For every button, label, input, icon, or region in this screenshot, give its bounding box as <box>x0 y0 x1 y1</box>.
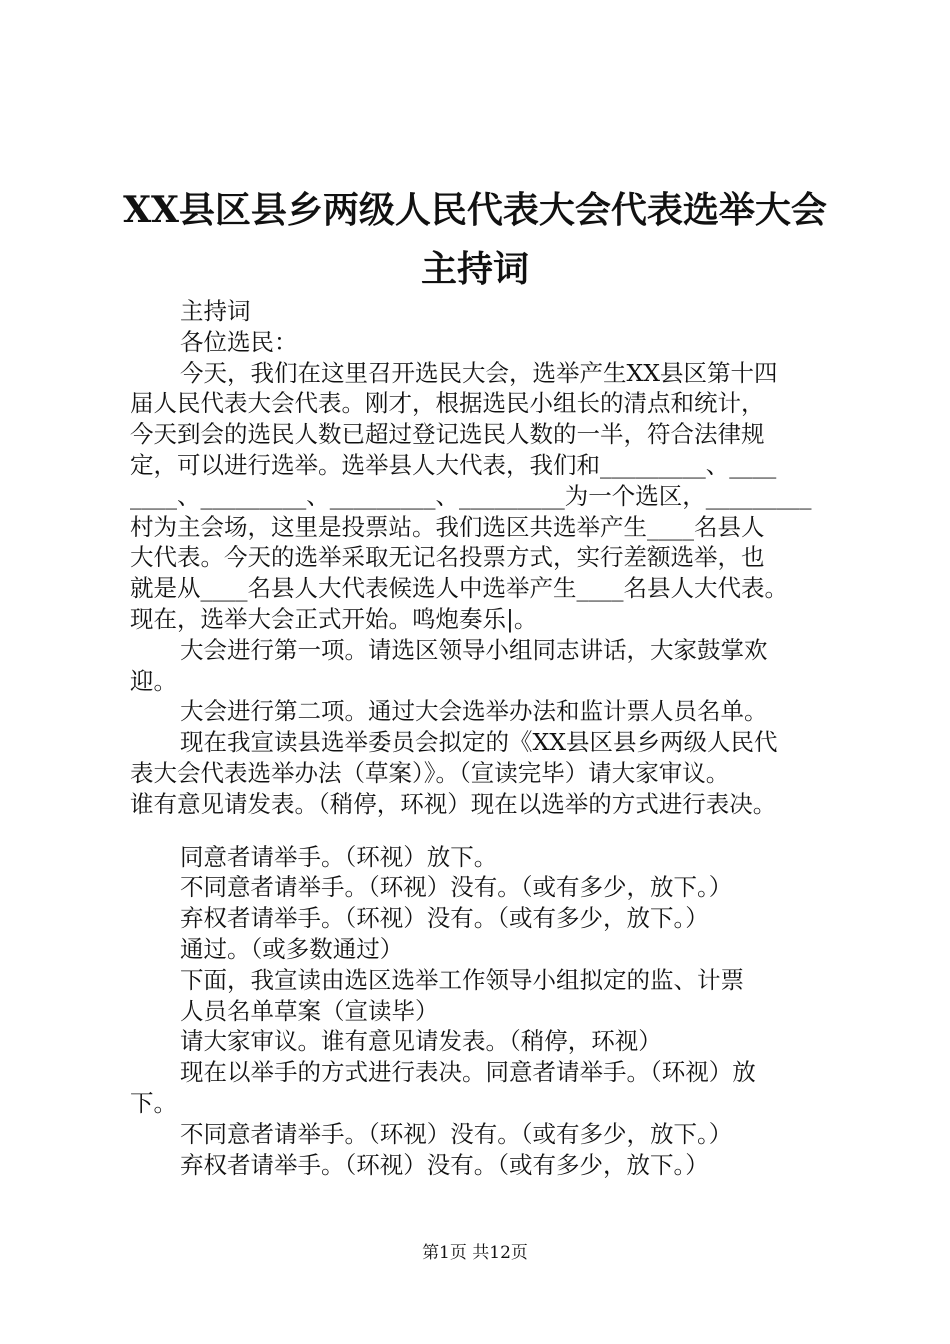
page-footer: 第1页 共12页 <box>422 1243 528 1263</box>
document-title-line2: 主持词 <box>420 248 529 290</box>
body-line: 现在我宣读县选举委员会拟定的《XX县区县乡两级人民代 <box>180 728 778 757</box>
body-line: 大代表。今天的选举采取无记名投票方式，实行差额选举，也 <box>130 543 765 572</box>
body-line: 弃权者请举手。（环视）没有。（或有多少，放下。） <box>180 904 709 933</box>
body-line: 定，可以进行选举。选举县人大代表，我们和_________、____ <box>130 450 777 479</box>
paragraph-gap <box>130 820 840 842</box>
body-line: 人员名单草案（宣读毕） <box>180 996 439 1025</box>
body-line: 不同意者请举手。（环视）没有。（或有多少，放下。） <box>180 1119 733 1148</box>
body-line: 弃权者请举手。（环视）没有。（或有多少，放下。） <box>180 1150 709 1179</box>
body-line: 大会进行第二项。通过大会选举办法和监计票人员名单。 <box>180 697 768 726</box>
body-line: 现在以举手的方式进行表决。同意者请举手。（环视）放 <box>180 1058 756 1087</box>
body-line: 谁有意见请发表。（稍停，环视）现在以选举的方式进行表决。 <box>130 789 777 818</box>
body-line: 通过。（或多数通过） <box>180 934 404 963</box>
body-line: 下面，我宣读由选区选举工作领导小组拟定的监、计票 <box>180 965 744 994</box>
body-line: 同意者请举手。（环视）放下。 <box>180 842 498 871</box>
document-title-line1: XX县区县乡两级人民代表大会代表选举大会 <box>123 189 827 231</box>
body-line: 村为主会场，这里是投票站。我们选区共选举产生____名县人 <box>130 512 765 541</box>
body-line: 主持词 <box>180 297 251 325</box>
body-line: 表大会代表选举办法（草案）》。（宣读完毕）请大家审议。 <box>130 758 730 787</box>
body-line: 现在，选举大会正式开始。鸣炮奏乐|。 <box>130 604 538 633</box>
body-line: 今天到会的选民人数已超过登记选民人数的一半，符合法律规 <box>130 420 765 449</box>
body-line: 不同意者请举手。（环视）没有。（或有多少，放下。） <box>180 873 733 902</box>
body-line: 下。 <box>130 1088 177 1117</box>
body-line: 届人民代表大会代表。刚才，根据选民小组长的清点和统计， <box>130 389 765 418</box>
body-line: 就是从____名县人大代表候选人中选举产生____名县人大代表。 <box>130 574 788 603</box>
document-body <box>130 296 840 1180</box>
body-line: 迎。 <box>130 666 177 695</box>
body-line: ____、_________、_________、_________为一个选区，_________ <box>130 481 812 510</box>
body-line: 各位选民： <box>180 327 298 356</box>
body-line: 今天，我们在这里召开选民大会，选举产生XX县区第十四 <box>180 358 778 387</box>
body-line: 请大家审议。谁有意见请发表。（稍停，环视） <box>180 1027 662 1056</box>
body-line: 大会进行第一项。请选区领导小组同志讲话，大家鼓掌欢 <box>180 635 768 664</box>
